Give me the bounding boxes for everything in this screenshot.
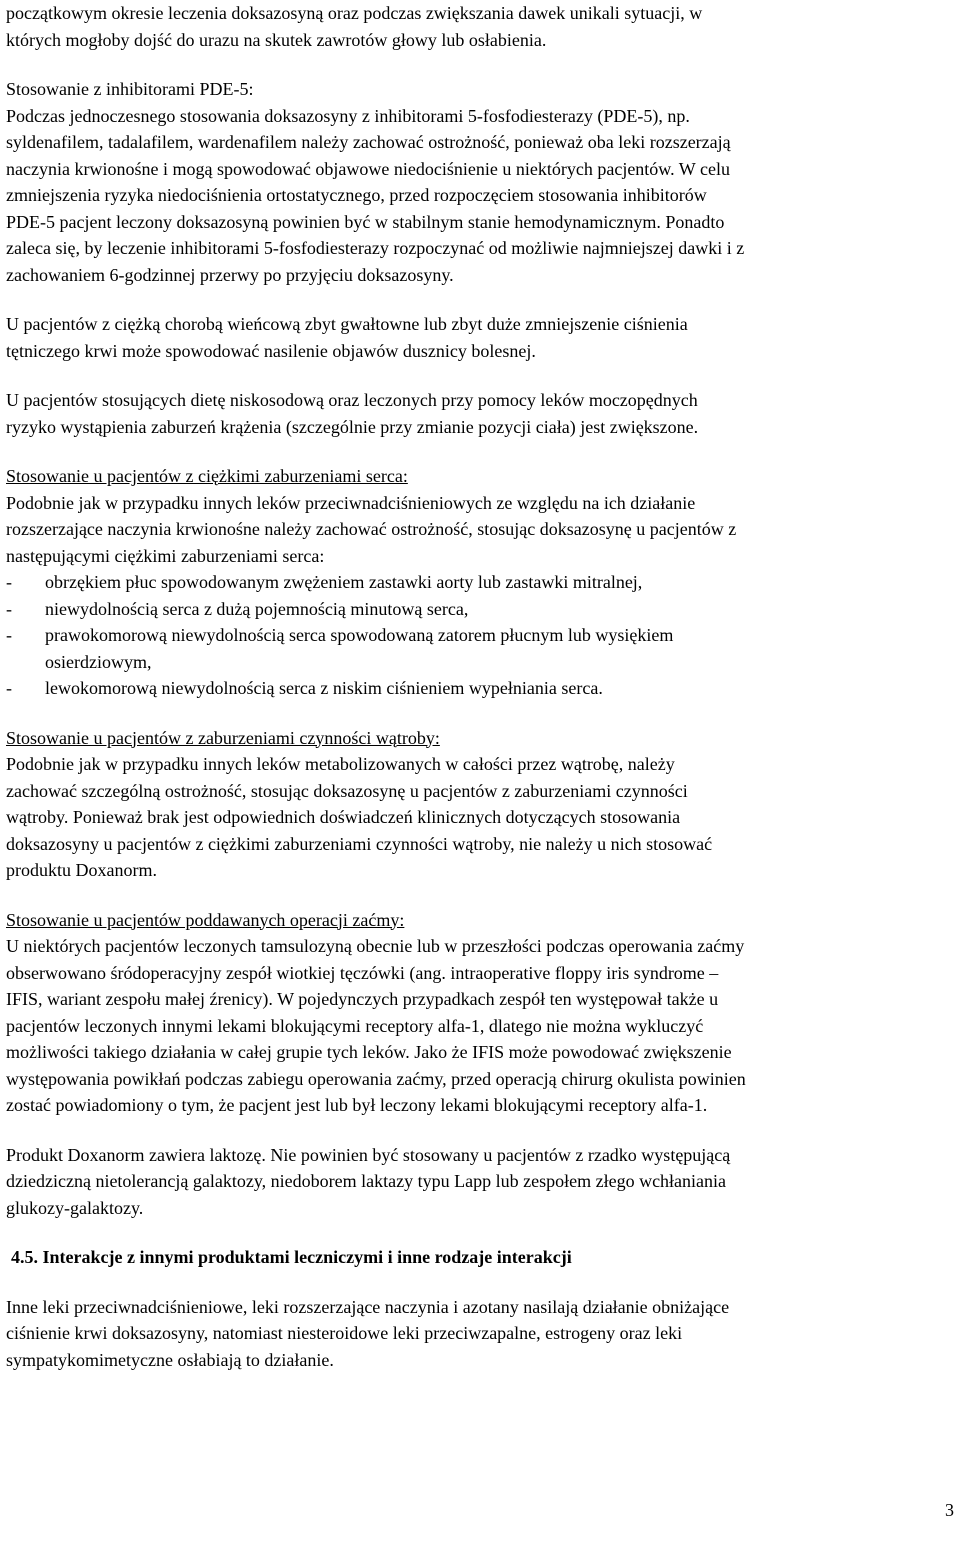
- text-line: U niektórych pacjentów leczonych tamsulozyną obecnie lub w przeszłości podczas operowania zaćmy: [6, 936, 745, 956]
- list-item-text: niewydolnością serca z dużą pojemnością minutową serca,: [45, 598, 469, 619]
- cataract-section: [6, 907, 956, 1119]
- pde5-section: [6, 76, 956, 288]
- interactions-paragraph: [6, 1294, 956, 1374]
- liver-heading: Stosowanie u pacjentów z zaburzeniami czynności wątroby:: [6, 727, 440, 748]
- text-line: ryzyko wystąpienia zaburzeń krążenia (szczególnie przy zmianie pozycji ciała) jest zwiększone.: [6, 416, 699, 437]
- text-line: ciśnienie krwi doksazosyny, natomiast niesteroidowe leki przeciwzapalne, estrogeny oraz leki: [6, 1323, 683, 1343]
- text-line: zachowaniem 6-godzinnej przerwy po przyjęciu doksazosyny.: [6, 264, 454, 285]
- text-line: naczynia krwionośne i mogą spowodować objawowe niedociśnienie u niektórych pacjentów. W celu: [6, 158, 730, 179]
- text-line: doksazosyny u pacjentów z ciężkimi zaburzeniami czynności wątroby, nie należy u nich stosować: [6, 833, 713, 854]
- list-item: [6, 596, 956, 623]
- list-item: [6, 675, 956, 702]
- list-item-text: prawokomorową niewydolnością serca spowodowaną zatorem płucnym lub wysiękiem: [45, 625, 674, 645]
- text-line: następującymi ciężkimi zaburzeniami serca:: [6, 545, 325, 566]
- text-line: Podobnie jak w przypadku innych leków metabolizowanych w całości przez wątrobę, należy: [6, 754, 675, 774]
- text-line: dziedziczną nietolerancją galaktozy, niedoborem laktazy typu Lapp lub zespołem złego wchłaniania: [6, 1171, 727, 1191]
- text-line: glukozy-galaktozy.: [6, 1197, 144, 1218]
- text-line: których mogłoby dojść do urazu na skutek zawrotów głowy lub osłabienia.: [6, 29, 547, 50]
- text-line: możliwości takiego działania w całej grupie tych leków. Jako że IFIS może powodować zwiększenie: [6, 1042, 732, 1062]
- text-line: zostać powiadomiony o tym, że pacjent jest lub był leczony lekami blokującymi receptory alfa-1.: [6, 1095, 708, 1115]
- text-line: obserwowano śródoperacyjny zespół wiotkiej tęczówki (ang. intraoperative floppy iris syndrome –: [6, 962, 719, 983]
- text-line: zmniejszenia ryzyka niedociśnienia ortostatycznego, przed rozpoczęciem stosowania inhibitorów: [6, 185, 707, 205]
- text-line: Inne leki przeciwnadciśnieniowe, leki rozszerzające naczynia i azotany nasilają działanie obniżające: [6, 1296, 730, 1317]
- text-line: występowania powikłań podczas zabiegu operowania zaćmy, przed operacją chirurg okulista powinien: [6, 1068, 746, 1089]
- diet-paragraph: [6, 387, 956, 440]
- text-line: zachować szczególną ostrożność, stosując doksazosynę u pacjentów z zaburzeniami czynności: [6, 780, 688, 801]
- text-line: sympatykomimetyczne osłabiają to działanie.: [6, 1349, 334, 1370]
- intro-paragraph: [6, 0, 956, 53]
- coronary-paragraph: [6, 311, 956, 364]
- text-line: zaleca się, by leczenie inhibitorami 5-fosfodiesterazy rozpoczynać od możliwie najmniejszej dawki i z: [6, 238, 745, 258]
- text-line: pacjentów leczonych innymi lekami blokującymi receptory alfa-1, dlatego nie można wykluczyć: [6, 1015, 704, 1036]
- text-line: rozszerzające naczynia krwionośne należy zachować ostrożność, stosując doksazosynę u pacjentów z: [6, 519, 737, 539]
- list-dash: -: [6, 572, 12, 592]
- text-line: początkowym okresie leczenia doksazosyną oraz podczas zwiększania dawek unikali sytuacji, w: [6, 3, 703, 23]
- heart-heading: Stosowanie u pacjentów z ciężkimi zaburzeniami serca:: [6, 466, 408, 486]
- list-item-text: osierdziowym,: [45, 651, 152, 672]
- document-page: [6, 0, 956, 1373]
- list-item: [6, 622, 956, 675]
- pde5-heading: Stosowanie z inhibitorami PDE-5:: [6, 79, 254, 99]
- text-line: U pacjentów z ciężką chorobą wieńcową zbyt gwałtowne lub zbyt duże zmniejszenie ciśnienia: [6, 314, 688, 334]
- page-number: 3: [945, 1500, 954, 1520]
- list-dash: -: [6, 598, 12, 619]
- text-line: wątroby. Ponieważ brak jest odpowiednich doświadczeń klinicznych dotyczących stosowania: [6, 807, 681, 827]
- text-line: IFIS, wariant zespołu małej źrenicy). W pojedynczych przypadkach zespół ten występował także u: [6, 989, 719, 1009]
- text-line: Podczas jednoczesnego stosowania doksazosyny z inhibitorami 5-fosfodiesterazy (PDE-5), np.: [6, 105, 690, 126]
- section-heading: 4.5. Interakcje z innymi produktami leczniczymi i inne rodzaje interakcji: [11, 1247, 572, 1267]
- list-item-text: lewokomorową niewydolnością serca z niskim ciśnieniem wypełniania serca.: [45, 678, 603, 698]
- list-dash: -: [6, 625, 12, 645]
- liver-section: [6, 725, 956, 884]
- list-item: [6, 569, 956, 596]
- heart-section: [6, 463, 956, 702]
- text-line: Podobnie jak w przypadku innych leków przeciwnadciśnieniowych ze względu na ich działanie: [6, 492, 696, 513]
- text-line: syldenafilem, tadalafilem, wardenafilem należy zachować ostrożność, ponieważ oba leki rozszerzają: [6, 132, 731, 152]
- lactose-paragraph: [6, 1142, 956, 1222]
- text-line: tętniczego krwi może spowodować nasilenie objawów dusznicy bolesnej.: [6, 340, 536, 361]
- text-line: U pacjentów stosujących dietę niskosodową oraz leczonych przy pomocy leków moczopędnych: [6, 390, 698, 410]
- cataract-heading: Stosowanie u pacjentów poddawanych operacji zaćmy:: [6, 909, 405, 930]
- list-dash: -: [6, 678, 12, 698]
- text-line: Produkt Doxanorm zawiera laktozę. Nie powinien być stosowany u pacjentów z rzadko występującą: [6, 1144, 731, 1165]
- text-line: produktu Doxanorm.: [6, 860, 157, 880]
- list-item-text: obrzękiem płuc spowodowanym zwężeniem zastawki aorty lub zastawki mitralnej,: [45, 572, 643, 592]
- text-line: PDE-5 pacjent leczony doksazosyną powinien być w stabilnym stanie hemodynamicznym. Ponadto: [6, 211, 725, 232]
